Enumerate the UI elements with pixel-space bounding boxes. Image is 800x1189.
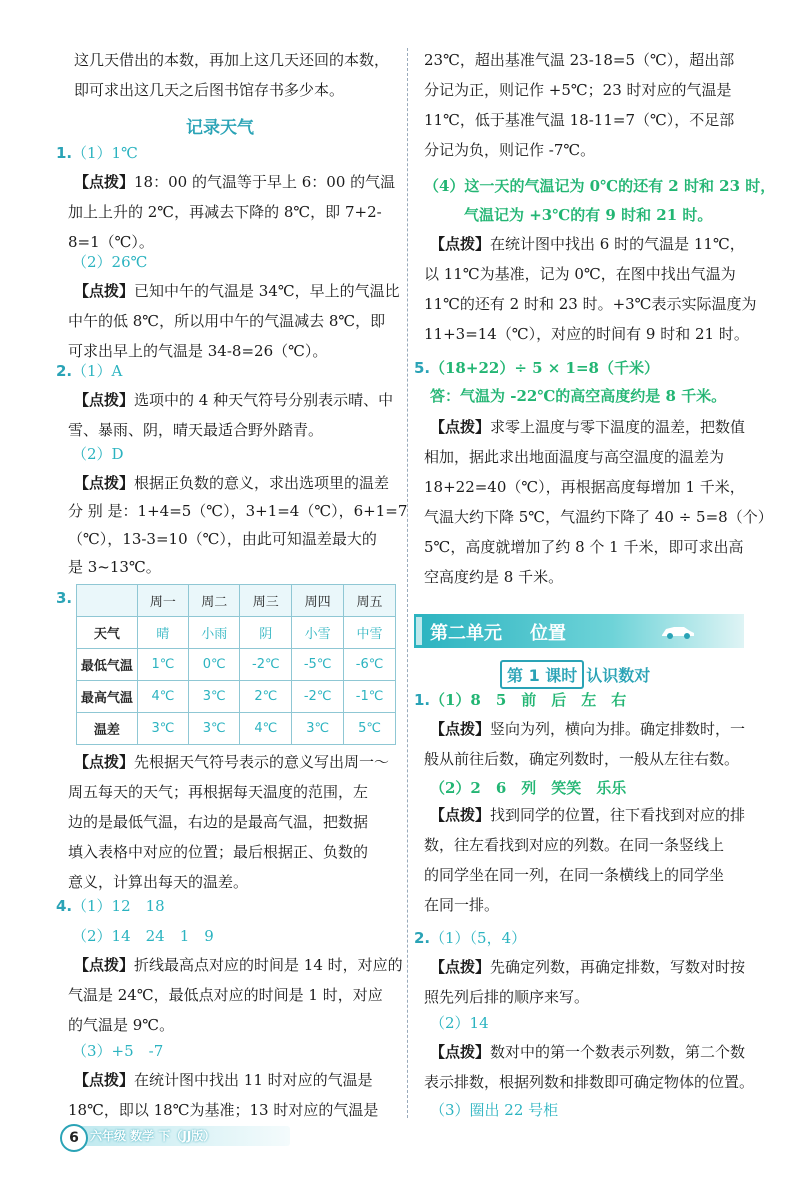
text: （1）12 18 xyxy=(72,897,165,915)
column-divider xyxy=(407,48,408,1118)
table-cell: -6℃ xyxy=(344,649,396,681)
table-cell: 4℃ xyxy=(240,713,292,745)
text: 可求出早上的气温是 34-8=26（℃）。 xyxy=(68,342,328,360)
text: 气温是 24℃，最低点对应的时间是 1 时，对应 xyxy=(68,986,383,1004)
tip-line xyxy=(74,281,400,301)
tip-label: 【点拨】 xyxy=(430,958,491,976)
table-cell: 2℃ xyxy=(240,681,292,713)
text: 气温大约下降 5℃，气温约下降了 40 ÷ 5=8（个） xyxy=(424,508,773,526)
text: （3）圈出 22 号柜 xyxy=(430,1101,559,1119)
text: 周五每天的天气；再根据每天温度的范围，左 xyxy=(68,783,369,801)
question-number: 2. xyxy=(56,362,73,380)
text: 找到同学的位置，往下看找到对应的排 xyxy=(490,806,746,824)
row-label: 温差 xyxy=(77,713,138,745)
answer xyxy=(72,444,124,464)
tip-label: 【点拨】 xyxy=(74,474,135,492)
table-header: 周三 xyxy=(240,585,292,617)
banner-stripe xyxy=(416,617,422,645)
lesson-title: 认识数对 xyxy=(586,666,651,685)
intro-line xyxy=(74,50,389,70)
tip-label: 【点拨】 xyxy=(74,956,135,974)
formula xyxy=(430,358,659,378)
text: 雪、暴雨、阴，晴天最适合野外踏青。 xyxy=(68,421,324,439)
text: 照先列后排的顺序来写。 xyxy=(424,988,590,1006)
text: 18℃，即以 18℃为基准；13 时对应的气温是 xyxy=(68,1101,379,1119)
table-cell: -2℃ xyxy=(240,649,292,681)
table-cell: 5℃ xyxy=(344,713,396,745)
tip-label: 【点拨】 xyxy=(430,418,491,436)
tip-line xyxy=(68,1100,378,1120)
text: （2）D xyxy=(72,445,124,463)
question-number: 2. xyxy=(414,929,431,947)
tip-label: 【点拨】 xyxy=(74,282,135,300)
tip-line xyxy=(424,264,736,284)
table-cell: 中雪 xyxy=(344,617,396,649)
text: 表示排数，根据列数和排数即可确定物体的位置。 xyxy=(424,1073,755,1091)
answer xyxy=(424,176,775,196)
text: 分记为正，则记作 +5℃；23 时对应的气温是 xyxy=(424,81,732,99)
answer xyxy=(430,778,626,798)
text-line xyxy=(424,110,734,130)
table-cell: 3℃ xyxy=(137,713,188,745)
tip-line xyxy=(68,341,327,361)
tip-line xyxy=(424,1072,754,1092)
text: 求零上温度与零下温度的温差，把数值 xyxy=(490,418,746,436)
table-row xyxy=(77,713,396,745)
answer xyxy=(464,205,712,225)
text: 即可求出这几天之后图书馆存书多少本。 xyxy=(74,81,345,99)
table-cell: 3℃ xyxy=(189,681,240,713)
tip-line xyxy=(68,501,407,521)
table-cell: -1℃ xyxy=(344,681,396,713)
text: （2）14 24 1 9 xyxy=(72,927,214,945)
tip-line xyxy=(430,805,745,825)
text: 是 3~13℃。 xyxy=(68,558,161,576)
table-row xyxy=(77,617,396,649)
text: （1）1℃ xyxy=(72,144,138,162)
text: （1）A xyxy=(72,362,123,380)
tip-line xyxy=(424,324,749,344)
tip-line xyxy=(424,749,739,769)
table-header xyxy=(77,585,138,617)
text: 填入表格中对应的位置；最后根据正、负数的 xyxy=(68,843,369,861)
answer xyxy=(430,386,726,406)
tip-line xyxy=(430,234,745,254)
tip-label: 【点拨】 xyxy=(74,753,135,771)
text: （1）（5，4） xyxy=(430,929,527,947)
text: 边的是最低气温，右边的是最高气温，把数据 xyxy=(68,813,369,831)
row-label: 最低气温 xyxy=(77,649,138,681)
text: 根据正负数的意义，求出选项里的温差 xyxy=(134,474,390,492)
answer xyxy=(430,690,626,710)
text: 在统计图中找出 11 时对应的气温是 xyxy=(134,1071,373,1089)
text: 的气温是 9℃。 xyxy=(68,1016,175,1034)
text: （1）8 5 前 后 左 右 xyxy=(430,691,627,709)
answer xyxy=(72,361,122,381)
unit-banner xyxy=(414,614,744,648)
text: 先根据天气符号表示的意义写出周一～ xyxy=(134,753,390,771)
text: 折线最高点对应的时间是 14 时，对应的 xyxy=(134,956,403,974)
tip-line xyxy=(424,567,563,587)
weather-table xyxy=(76,584,396,745)
page-footer xyxy=(46,1120,266,1150)
tip-line xyxy=(74,955,403,975)
table-cell: 3℃ xyxy=(189,713,240,745)
table-row xyxy=(77,649,396,681)
text: 已知中午的气温是 34℃，早上的气温比 xyxy=(134,282,400,300)
unit-title: 第二单元 xyxy=(430,623,502,644)
answer xyxy=(72,252,147,272)
text: 分 别 是：1+4=5（℃），3+1=4（℃），6+1=7 xyxy=(68,502,408,520)
text: 的同学坐在同一列，在同一条横线上的同学坐 xyxy=(424,866,725,884)
text: 空高度约是 8 千米。 xyxy=(424,568,564,586)
table-header: 周二 xyxy=(189,585,240,617)
tip-line xyxy=(424,447,724,467)
table-row xyxy=(77,681,396,713)
tip-line xyxy=(424,835,724,855)
tip-line xyxy=(68,557,161,577)
answer xyxy=(430,1013,489,1033)
text: 气温记为 +3℃的有 9 时和 21 时。 xyxy=(464,206,713,224)
text: 数，往左看找到对应的列数。在同一条竖线上 xyxy=(424,836,725,854)
text: 先确定列数，再确定排数，写数对时按 xyxy=(490,958,746,976)
tip-line xyxy=(74,390,393,410)
tip-label: 【点拨】 xyxy=(74,391,135,409)
tip-line xyxy=(424,895,499,915)
tip-line xyxy=(74,172,395,192)
text: 中午的低 8℃，所以用中午的气温减去 8℃，即 xyxy=(68,312,386,330)
tip-line xyxy=(74,752,389,772)
text: 相加，据此求出地面温度与高空温度的温差为 xyxy=(424,448,725,466)
car-icon xyxy=(660,623,696,639)
text: 般从前往后数，确定列数时，一般从左往右数。 xyxy=(424,750,740,768)
table-cell: -2℃ xyxy=(292,681,344,713)
text: 选项中的 4 种天气符号分别表示晴、中 xyxy=(134,391,394,409)
tip-line xyxy=(424,537,743,557)
question-number: 4. xyxy=(56,897,73,915)
text: 5℃，高度就增加了约 8 个 1 千米，即可求出高 xyxy=(424,538,744,556)
tip-line xyxy=(74,1070,373,1090)
tip-line xyxy=(424,507,773,527)
text: 竖向为列，横向为排。确定排数时，一 xyxy=(490,720,746,738)
text: 以 11℃为基准，记为 0℃，在图中找出气温为 xyxy=(424,265,736,283)
tip-line xyxy=(68,985,383,1005)
tip-label: 【点拨】 xyxy=(430,235,491,253)
table-cell: 阴 xyxy=(240,617,292,649)
tip-line xyxy=(424,987,589,1007)
text: （18+22）÷ 5 × 1=8（千米） xyxy=(430,359,659,377)
text: 在统计图中找出 6 时的气温是 11℃， xyxy=(490,235,745,253)
row-label: 最高气温 xyxy=(77,681,138,713)
tip-line xyxy=(68,842,368,862)
question-number: 1. xyxy=(414,691,431,709)
tip-label: 【点拨】 xyxy=(430,720,491,738)
text: （4）这一天的气温记为 0℃的还有 2 时和 23 时， xyxy=(424,177,776,195)
table-header: 周五 xyxy=(344,585,396,617)
question-number: 3. xyxy=(56,589,73,607)
row-label: 天气 xyxy=(77,617,138,649)
tip-line xyxy=(424,477,745,497)
tip-line xyxy=(68,872,248,892)
text: 18：00 的气温等于早上 6：00 的气温 xyxy=(134,173,396,191)
answer xyxy=(430,928,526,948)
text-line xyxy=(424,80,732,100)
text: 18+22=40（℃），再根据高度每增加 1 千米， xyxy=(424,478,745,496)
text: （2）26℃ xyxy=(72,253,148,271)
tip-line xyxy=(430,1042,745,1062)
intro-line xyxy=(74,80,344,100)
table-cell: 小雪 xyxy=(292,617,344,649)
lesson-heading xyxy=(500,660,650,689)
tip-line xyxy=(68,782,368,802)
tip-label: 【点拨】 xyxy=(430,1043,491,1061)
question-number: 1. xyxy=(56,144,73,162)
tip-line xyxy=(430,957,745,977)
text: 数对中的第一个数表示列数，第二个数 xyxy=(490,1043,746,1061)
tip-line xyxy=(68,311,385,331)
table-cell: -5℃ xyxy=(292,649,344,681)
table-cell: 小雨 xyxy=(189,617,240,649)
text: 在同一排。 xyxy=(424,896,500,914)
table-cell: 4℃ xyxy=(137,681,188,713)
tip-line xyxy=(68,812,368,832)
text: 答：气温为 -22℃的高空高度约是 8 千米。 xyxy=(430,387,727,405)
text: 11℃，低于基准气温 18-11=7（℃），不足部 xyxy=(424,111,735,129)
text: 意义，计算出每天的温差。 xyxy=(68,873,249,891)
table-cell: 晴 xyxy=(137,617,188,649)
text: （2）2 6 列 笑笑 乐乐 xyxy=(430,779,627,797)
text: （2）14 xyxy=(430,1014,489,1032)
text: 这几天借出的本数，再加上这几天还回的本数， xyxy=(74,51,390,69)
answer xyxy=(72,896,165,916)
table-cell: 0℃ xyxy=(189,649,240,681)
unit-subtitle: 位置 xyxy=(530,623,566,644)
tip-line xyxy=(430,417,745,437)
answer xyxy=(72,926,214,946)
answer xyxy=(72,143,138,163)
answer xyxy=(430,1100,558,1120)
tip-line xyxy=(424,865,724,885)
tip-line xyxy=(68,420,323,440)
footer-band: 六年级 数学 下（JJ版） xyxy=(76,1126,290,1146)
text: 8=1（℃）。 xyxy=(68,233,154,251)
answer xyxy=(72,1041,163,1061)
text-line xyxy=(424,140,595,160)
text: （℃），13-3=10（℃），由此可知温差最大的 xyxy=(68,530,377,548)
tip-line xyxy=(68,232,154,252)
text: （3）+5 -7 xyxy=(72,1042,164,1060)
text: 加上上升的 2℃，再减去下降的 8℃，即 7+2- xyxy=(68,203,382,221)
tip-line xyxy=(68,1015,174,1035)
lesson-number: 第 1 课时 xyxy=(500,660,584,689)
tip-label: 【点拨】 xyxy=(74,173,135,191)
text: 分记为负，则记作 -7℃。 xyxy=(424,141,596,159)
tip-line xyxy=(68,202,382,222)
tip-line xyxy=(424,294,756,314)
tip-label: 【点拨】 xyxy=(74,1071,135,1089)
text: 11+3=14（℃），对应的时间有 9 时和 21 时。 xyxy=(424,325,749,343)
page-number: 6 xyxy=(60,1124,88,1152)
text: 23℃，超出基准气温 23-18=5（℃），超出部 xyxy=(424,51,735,69)
tip-line xyxy=(74,473,389,493)
question-number: 5. xyxy=(414,359,431,377)
table-header: 周一 xyxy=(137,585,188,617)
table-cell: 1℃ xyxy=(137,649,188,681)
tip-line xyxy=(68,529,377,549)
table-cell: 3℃ xyxy=(292,713,344,745)
text-line xyxy=(424,50,734,70)
text: 11℃的还有 2 时和 23 时。+3℃表示实际温度为 xyxy=(424,295,757,313)
section-title: 记录天气 xyxy=(186,118,254,138)
tip-label: 【点拨】 xyxy=(430,806,491,824)
tip-line xyxy=(430,719,745,739)
table-header: 周四 xyxy=(292,585,344,617)
